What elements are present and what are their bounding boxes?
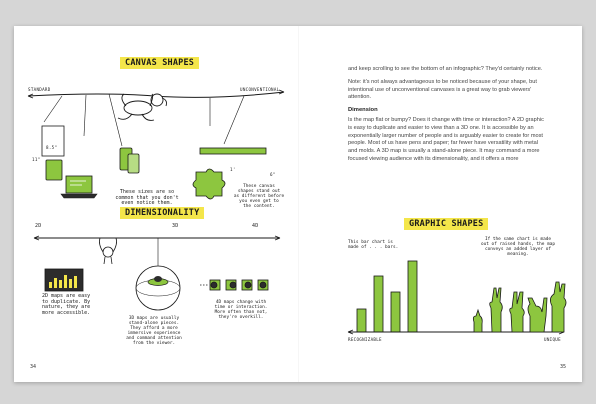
dimension-label-strip-height: 6" [270,172,276,177]
bar-4 [408,261,417,332]
dimension-label-paper-height: 11" [32,157,41,162]
graphic-scale-left-label: RECOGNIZABLE [348,337,382,342]
paragraph-dimension: Is the map flat or bumpy? Does it change with time or interaction? A 2D graphic is easy to duplicate and easier to view than a 3D one. It is accessible by an exponentially larger number of people and is arguably easier to create for most people. Most of us have pens and paper; far fewer have versatility with metal and molds. A 3D map is usually a stand-alone piece. It may command a more focused viewing audience with its dimensionality, and it offers a more [348,116,544,162]
2d-bar-chart-card [45,269,83,291]
dim-scale-2d-label: 2D [35,223,42,229]
hanging-figure [99,238,116,264]
dimensionality-title: DIMENSIONALITY [120,207,204,219]
graphic-scale-right-label: UNIQUE [544,337,561,342]
paragraph-2: Note: it's not always advantageous to be noticed because of your shape, but intentional use of unconventional canvases is a great way to grab viewers' attention. [348,78,537,101]
section-heading-dimension: Dimension [348,107,378,114]
canvas-scale-right-label: UNCONVENTIONAL [240,87,280,92]
book-spread [14,26,582,382]
note-raised-hands: If the same chart is made out of raised hands, the map conveys an added layer of meaning. [480,237,555,257]
dimension-label-strip-length: 1' [230,167,236,172]
bar-2 [374,276,383,332]
note-4d-maps: 4D maps change with time or interaction. More often than not, they're overkill. [214,300,268,320]
4d-sequence-illustration [200,280,268,290]
graphic-shapes-illustration [298,26,582,382]
bar-3 [391,292,400,332]
hand-4 [528,298,547,332]
dimension-label-paper-width: 8.5" [46,145,58,150]
page-number-left: 34 [30,364,37,370]
dim-scale-3d-label: 3D [172,223,179,229]
bar-chart-bars [357,261,417,332]
3d-sphere-illustration [136,238,180,310]
hand-1 [473,310,482,332]
dim-scale-4d-label: 4D [252,223,259,229]
note-3d-maps: 3D maps are usually stand-alone pieces. They afford a more immersive experience and command attention from the viewer. [126,316,182,346]
left-page [14,26,298,382]
note-unconventional-canvases: These canvas shapes stand out as different before you even get to the content. [233,184,285,209]
canvas-scale-left-label: STANDARD [28,87,51,92]
paragraph-1: and keep scrolling to see the bottom of an infographic? They'd certainly notice. [348,66,543,72]
hand-5-fist [550,282,566,332]
raised-hands [473,282,566,332]
canvas-shapes-title: CANVAS SHAPES [120,57,199,69]
page-number-right: 35 [559,364,566,370]
hand-2-peace [490,288,503,332]
right-page [298,26,582,382]
note-bar-chart: This bar chart is made of . . . bars. [348,240,399,250]
graphic-shapes-title: GRAPHIC SHAPES [404,218,488,230]
note-standard-sizes: These sizes are so common that you don't even notice them. [115,189,179,207]
bar-1 [357,309,366,332]
note-2d-maps: 2D maps are easy to duplicate. By nature, they are more accessible. [42,293,91,316]
hand-3 [510,292,525,332]
